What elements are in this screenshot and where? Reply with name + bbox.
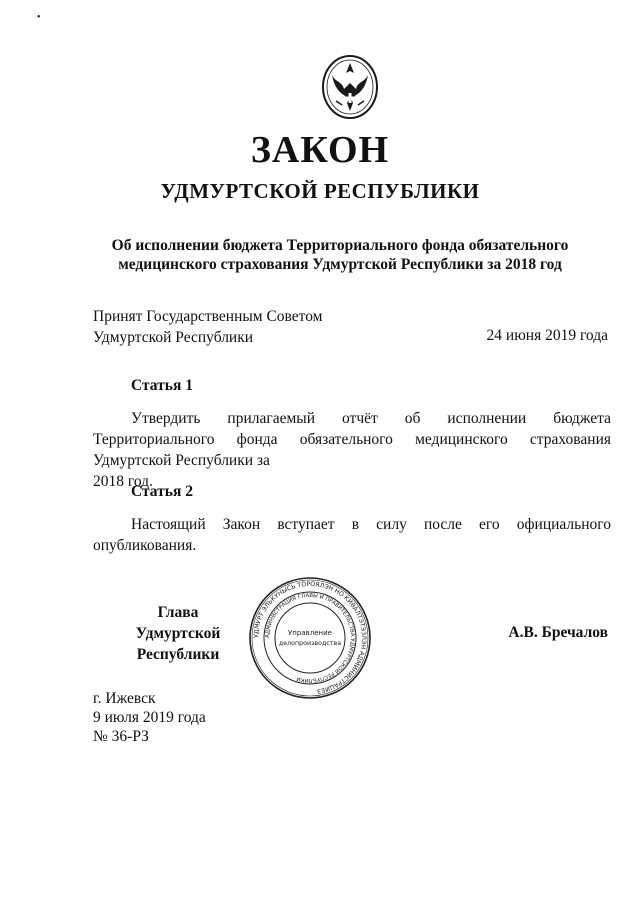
official-stamp [247,575,373,701]
footer-block [93,689,206,746]
udmurt-coat-of-arms-icon [320,53,380,121]
footer-date: 9 июля 2019 года [93,709,206,726]
article-2-body-end: опубликования. [93,537,197,554]
article-2-text [93,514,611,535]
signatory-name: А.В. Бречалов [508,624,608,641]
adoption-block [93,306,323,348]
stamp-ring-text-2: АДМИНИСТРАЦИЯ ГЛАВЫ И ПРАВИТЕЛЬСТВА УДМУРТСКОЙ РЕСПУБЛИКИ [264,592,356,684]
footer-city: г. Ижевск [93,690,156,707]
republic-subtitle: УДМУРТСКОЙ РЕСПУБЛИКИ [160,179,480,203]
adoption-date: 24 июня 2019 года [486,327,608,344]
signatory-title-line-1: Глава [157,604,199,621]
law-name: Об исполнении бюджета Территориального фонда обязательного медицинского страхования Удмуртской Республики за 2018 год [111,237,569,273]
footer-number: № 36-РЗ [93,728,149,745]
law-title: ЗАКОН [250,129,390,171]
adoption-line-2: Удмуртской Республики [93,329,254,346]
article-2-text-end [93,535,611,556]
scan-mark: • [37,12,41,23]
article-1-body: Утвердить прилагаемый отчёт об исполнении бюджета Территориального фонда обязательного медицинского страхования Удмуртской Республики за [93,410,611,469]
signatory-title-line-2: Удмуртской Республики [135,625,221,663]
article-2-title: Статья 2 [131,483,193,500]
article-1-body-end: 2018 год. [93,473,153,490]
signatory-title [93,602,263,665]
stamp-center-line-2: делопроизводства [278,640,342,647]
stamp-center-line-1: Управление [288,629,332,637]
article-1-title: Статья 1 [131,377,193,394]
adoption-line-1: Принят Государственным Советом [93,308,323,325]
stamp-ring-text: УДМУРТ ЭЛЬКУНЫСЬ ТÖРОЯЛЭН НО КИВАЛТЭТЭЗЛЭН АДМИНИСТРАЦИЕЗ [252,580,368,695]
article-1-text [93,408,611,492]
article-2-body: Настоящий Закон вступает в силу после его официального [131,516,611,533]
